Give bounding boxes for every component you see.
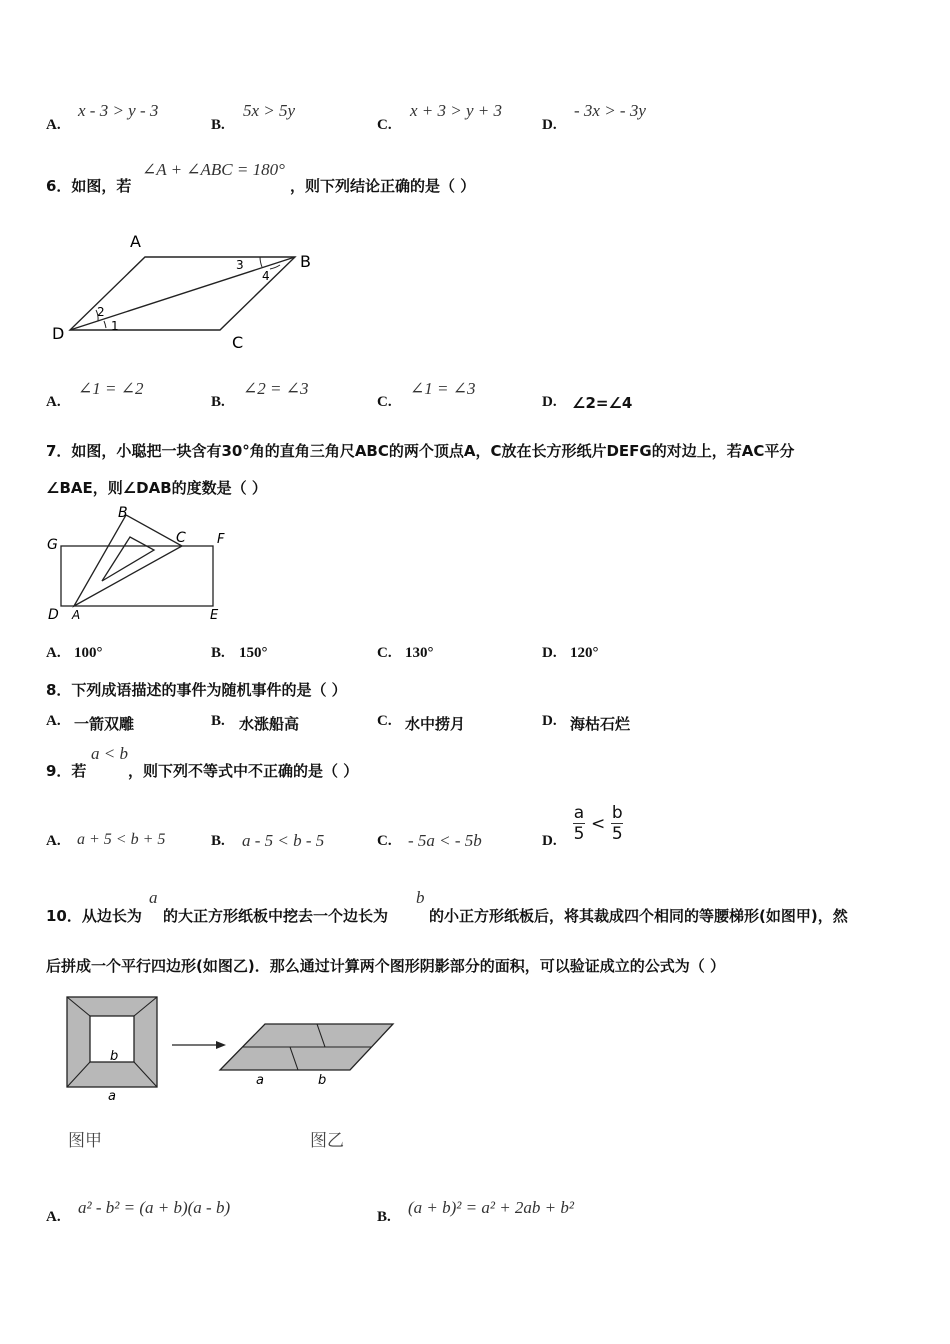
question-stem: 7．如图，小聪把一块含有30°角的直角三角尺ABC的两个顶点A，C放在长方形纸片DEFG的对边上，若AC平分	[46, 442, 795, 460]
rectangle-triangle-figure	[44, 503, 244, 623]
option-label: D.	[542, 833, 557, 849]
fraction-numerator: b	[611, 803, 623, 823]
parallelogram-figure	[40, 225, 330, 355]
option-label: A.	[46, 645, 61, 661]
angle-label-2: 2	[97, 305, 105, 319]
variable-a: a	[149, 888, 158, 907]
option-expr: a - 5 < b - 5	[242, 831, 325, 850]
question-stem-line2: ∠BAE，则∠DAB的度数是（ ）	[46, 479, 267, 497]
option-text: 水涨船高	[239, 715, 300, 733]
question-stem-mid: 的大正方形纸板中挖去一个边长为	[163, 907, 389, 925]
variable-b: b	[416, 888, 425, 907]
question-stem-suffix: ，则下列结论正确的是（ ）	[290, 177, 476, 195]
option-label: D.	[542, 394, 557, 410]
option-expr: ∠2 = ∠3	[243, 379, 309, 398]
option-text: 水中捞月	[405, 715, 466, 733]
option-text: 120°	[570, 645, 599, 661]
option-label: A.	[46, 713, 61, 729]
caption-figure-jia: 图甲	[68, 1131, 102, 1151]
option-label: D.	[542, 645, 557, 661]
vertex-label-B: B	[300, 252, 311, 271]
option-expr: (a + b)² = a² + 2ab + b²	[408, 1198, 574, 1217]
label-b-inner: b	[110, 1049, 119, 1064]
label-b-para: b	[318, 1073, 327, 1088]
angle-label-1: 1	[111, 319, 119, 333]
caption-figure-yi: 图乙	[310, 1131, 344, 1151]
option-label: C.	[377, 394, 392, 410]
option-expr: ∠1 = ∠3	[410, 379, 476, 398]
option-text: 100°	[74, 645, 103, 661]
option-label: D.	[542, 117, 557, 133]
question-stem: 10．从边长为	[46, 907, 142, 925]
option-label: A.	[46, 394, 61, 410]
option-expr: - 3x > - 3y	[574, 101, 646, 120]
label-a-bottom: a	[108, 1089, 116, 1104]
option-label: C.	[377, 117, 392, 133]
fraction-denominator: 5	[573, 824, 585, 844]
option-label: B.	[211, 394, 225, 410]
option-expr: ∠2=∠4	[572, 394, 633, 412]
option-expr: - 5a < - 5b	[408, 831, 482, 850]
option-label: A.	[46, 117, 61, 133]
less-than-sign: <	[591, 813, 606, 834]
option-label: C.	[377, 833, 392, 849]
option-label: B.	[211, 117, 225, 133]
option-label: A.	[46, 1209, 61, 1225]
fraction	[573, 803, 585, 844]
option-text: 130°	[405, 645, 434, 661]
vertex-label-F: F	[217, 532, 225, 547]
option-label: B.	[211, 833, 225, 849]
question-condition: a < b	[91, 744, 128, 763]
vertex-label-G: G	[47, 537, 58, 553]
option-fraction-expr	[573, 803, 623, 844]
option-label: B.	[211, 645, 225, 661]
vertex-label-A: A	[72, 608, 81, 622]
option-label: D.	[542, 713, 557, 729]
question-condition: ∠A + ∠ABC = 180°	[142, 160, 285, 179]
vertex-label-D: D	[48, 607, 59, 623]
angle-label-3: 3	[236, 258, 244, 272]
option-expr: ∠1 = ∠2	[78, 379, 144, 398]
vertex-label-B: B	[118, 505, 128, 521]
option-expr: a + 5 < b + 5	[77, 831, 166, 848]
vertex-label-C: C	[176, 530, 186, 546]
option-expr: x - 3 > y - 3	[78, 101, 159, 120]
fraction-numerator: a	[573, 803, 585, 823]
option-text: 一箭双雕	[74, 715, 135, 733]
vertex-label-C: C	[232, 333, 244, 352]
option-label: B.	[211, 713, 225, 729]
question-stem-line2: 后拼成一个平行四边形(如图乙)．那么通过计算两个图形阴影部分的面积，可以验证成立的公式为（ ）	[46, 957, 725, 975]
question-stem: 9．若	[46, 762, 87, 780]
option-label: A.	[46, 833, 61, 849]
vertex-label-E: E	[210, 608, 219, 623]
option-text: 150°	[239, 645, 268, 661]
label-a-para: a	[256, 1073, 264, 1088]
question-stem-suffix: ，则下列不等式中不正确的是（ ）	[128, 762, 359, 780]
square-parallelogram-figure	[60, 990, 410, 1160]
vertex-label-D: D	[52, 324, 65, 343]
option-label: C.	[377, 645, 392, 661]
option-label: B.	[377, 1209, 391, 1225]
option-expr: 5x > 5y	[243, 101, 296, 120]
angle-label-4: 4	[262, 269, 270, 283]
fraction-denominator: 5	[611, 824, 623, 844]
option-text: 海枯石烂	[570, 715, 631, 733]
option-expr: x + 3 > y + 3	[410, 101, 503, 120]
fraction	[611, 803, 623, 844]
question-stem-end: 的小正方形纸板后，将其裁成四个相同的等腰梯形(如图甲)，然	[429, 907, 848, 925]
option-label: C.	[377, 713, 392, 729]
option-expr: a² - b² = (a + b)(a - b)	[78, 1198, 231, 1217]
question-stem: 6．如图，若	[46, 177, 132, 195]
question-stem: 8．下列成语描述的事件为随机事件的是（ ）	[46, 681, 347, 699]
vertex-label-A: A	[130, 232, 141, 251]
